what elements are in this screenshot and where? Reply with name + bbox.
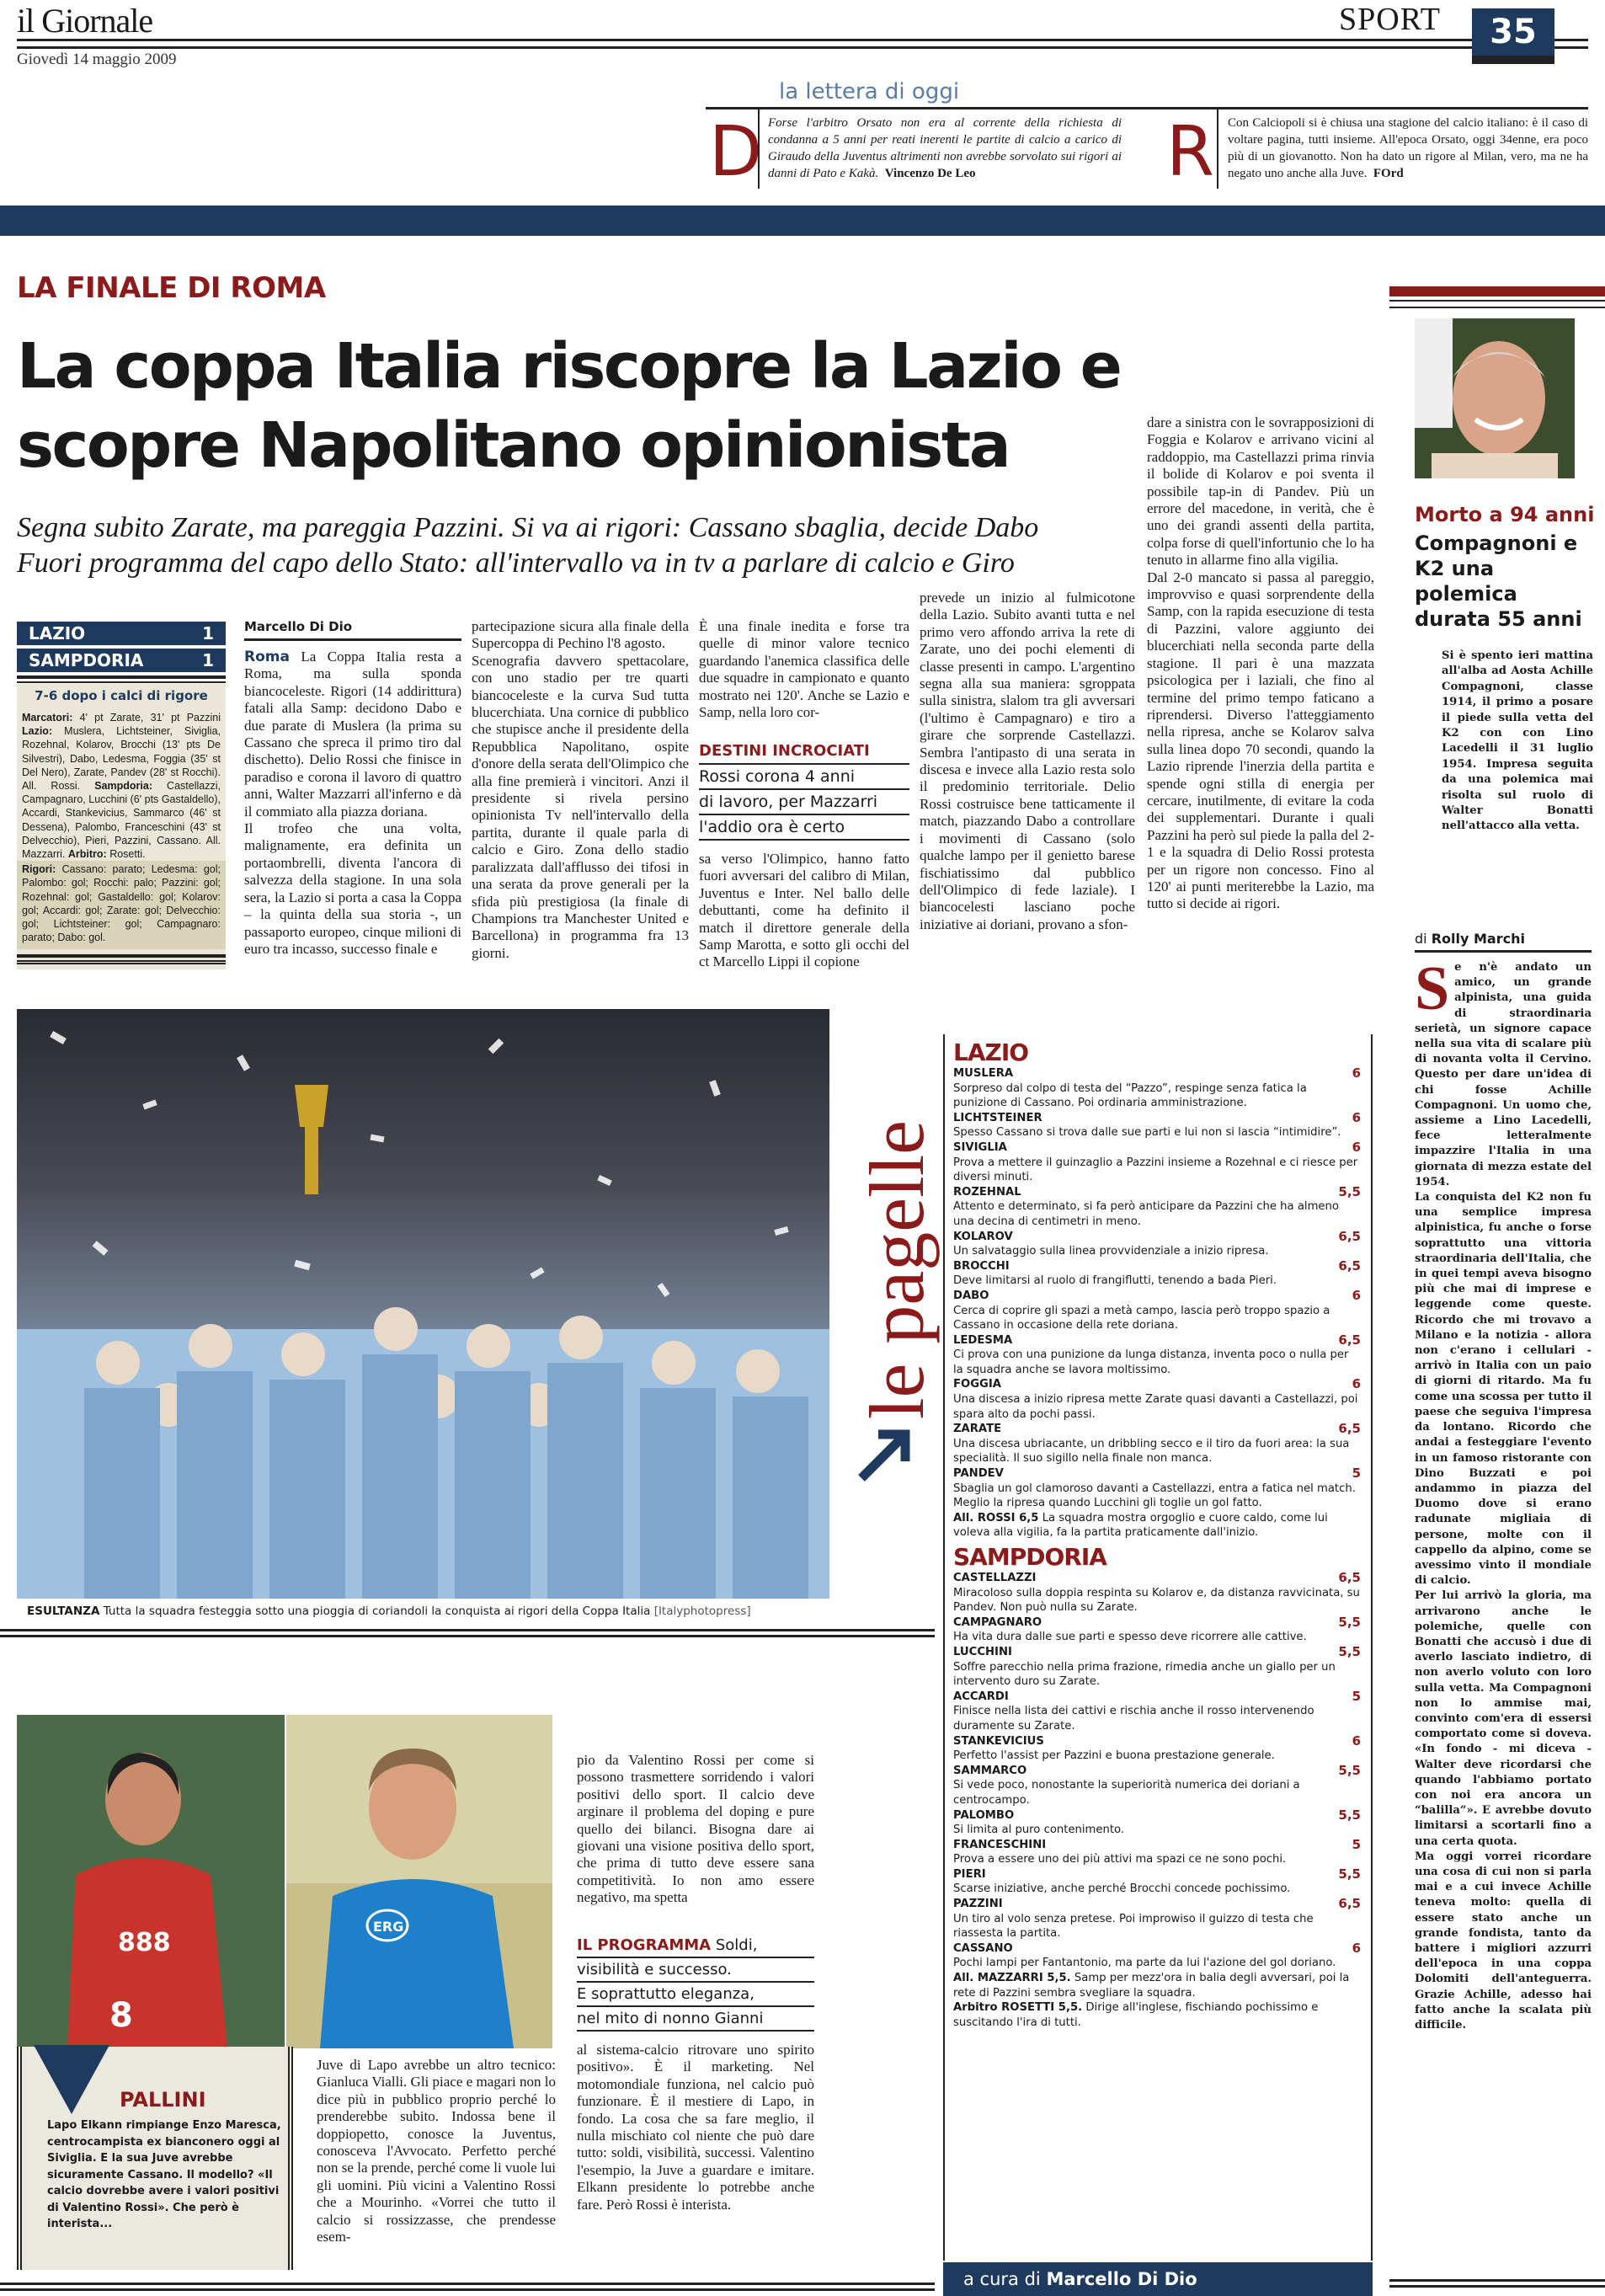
player-header bbox=[953, 1140, 1361, 1156]
player-comment: Un salvataggio sulla linea provvidenziale a inizio ripresa. bbox=[953, 1245, 1269, 1258]
player-rating bbox=[953, 1466, 1361, 1511]
player-comment: Spesso Cassano si trova dalle sue parti e lui non si lascia “intimidire”. bbox=[953, 1126, 1341, 1140]
column-text: La Coppa Italia resta a Roma, ma sulla sponda biancoceleste. Rigori (14 addirittura) fatali alla Samp: decidono Dabo e due parate di Muslera (la prima su Cassano che spreca il primo tiro dal dischetto). Delio Rossi che finisce in paradiso e corona il lavoro di quattro anni, Walter Mazzarri all'inferno e dà il commiato alla piazza doriana. Il trofeo che una volta, malignamente, era definita un portaombrelli, diventa l'ancora di salvezza della stagione. In una sola sera, la Lazio si porta a casa la Coppa – la quinta della sua storia -, un passaporto europeo, cinque milioni di euro tra incasso, successo finale e bbox=[244, 649, 461, 957]
pallini-title: PALLINI bbox=[120, 2088, 206, 2112]
subhead-line-2: Fuori programma del capo dello Stato: all'intervallo va in tv a parlare di calcio e Giro bbox=[17, 547, 1015, 579]
player-header bbox=[953, 1466, 1361, 1482]
coach-rating bbox=[953, 1971, 1361, 2000]
shirt-sponsor: ERG bbox=[373, 1919, 404, 1935]
player-vote: 5,5 bbox=[1338, 1807, 1361, 1823]
player-header bbox=[953, 1808, 1361, 1823]
player-rating bbox=[953, 1230, 1361, 1259]
player-comment: Deve limitarsi al ruolo di frangiflutti, tenendo a bada Pieri. bbox=[953, 1274, 1277, 1288]
article-column-2: partecipazione sicura alla finale della Supercoppa di Pechino l'8 agosto. Scenografia davvero spettacolare, con uno stadio per tre quarti biancoceleste e la curva Sud tutta blucerchiata. Una cornice di pubblico che stupisce anche il presidente della Repubblica Napolitano, ospite d'onore della serata dell'Olimpico che alla fine premierà i vincitori. Anzi il presidente si rivela persino opinionista Tv nell'intervallo della partita, durante il quale parla di calcio e Giro. Zona dello stadio paralizzata dall'afflusso dei tifosi in una serata da prove generali per la sfida più prestigiosa (la finale di Champions tra Manchester United e Barcellona) in programma fra 13 giorni. bbox=[472, 618, 689, 961]
player-name: FOGGIA bbox=[953, 1378, 1001, 1391]
player-name: LICHTSTEINER bbox=[953, 1111, 1042, 1124]
article-subhead bbox=[17, 510, 1145, 581]
samp-lineup: Castellazzi, Campagnaro, Lucchini (6' pts Gastaldello), Accardi, Stankevicius, Sammarco (46' st Dessena), Palombo, Franceschini (43' st Delvecchio), Pieri, Pazzini, Cassano. All. Mazzarri. bbox=[22, 780, 221, 861]
pagelle-label bbox=[846, 1023, 939, 1428]
lapo-column-2: Juve di Lapo avrebbe un altro tecnico: Gianluca Vialli. Gli piace e magari non lo dice più in pubblico proprio perché lo prenderebbe subito. Indossa bene il doppiopetto, conosce la Juventus, conosceva l'Avvocato. Perfetto perché non se la prende, perché come li vuole lui gli uomini. Più vicini a Valentino Rossi che a Mourinho. «Vorrei che tutto il calcio si rossizzasse, che prendesse esem- bbox=[317, 2057, 556, 2245]
ratings-credit bbox=[943, 2262, 1373, 2296]
player-header bbox=[953, 1615, 1361, 1631]
player-vote: 5,5 bbox=[1338, 1762, 1361, 1778]
player-header bbox=[953, 1645, 1361, 1660]
player-vote: 6 bbox=[1352, 1733, 1361, 1749]
player-header bbox=[953, 1066, 1361, 1081]
player-vote: 6,5 bbox=[1338, 1570, 1361, 1585]
player-vote: 6,5 bbox=[1338, 1896, 1361, 1912]
player-name: PALOMBO bbox=[953, 1808, 1015, 1822]
penalty-result: 7-6 dopo i calci di rigore bbox=[35, 688, 208, 703]
player-rating bbox=[953, 1838, 1361, 1867]
player-rating bbox=[953, 1808, 1361, 1838]
destini-kicker: DESTINI INCROCIATI bbox=[699, 741, 909, 765]
sidebar-programma bbox=[577, 1934, 814, 2032]
bottom-rule bbox=[0, 2283, 935, 2291]
programma-text: Soldi, bbox=[715, 1936, 758, 1954]
lineups bbox=[22, 711, 221, 861]
player-vote: 6 bbox=[1352, 1376, 1361, 1392]
player-comment: Cerca di coprire gli spazi a metà campo, lascia però troppo spazio a Cassano in occasione della rete doriana. bbox=[953, 1304, 1330, 1332]
label: Rigori: bbox=[22, 863, 56, 876]
box-rule bbox=[17, 954, 226, 964]
player-comment: Scarse iniziative, anche perché Brocchi concede pochissimo. bbox=[953, 1882, 1291, 1896]
team-title-sampdoria: SAMPDORIA bbox=[953, 1543, 1106, 1571]
player-comment: Finisce nella lista dei cattivi e rischia anche il rosso intervenendo duramente su Zarate. bbox=[953, 1705, 1314, 1733]
player-comment: Ha vita dura dalle sue parti e spesso deve ricorrere alle cattive. bbox=[953, 1631, 1307, 1644]
ratings-box bbox=[943, 1034, 1373, 2261]
player-rating bbox=[953, 1941, 1361, 1971]
section-rule bbox=[0, 1629, 935, 1637]
scoreboard bbox=[17, 622, 226, 686]
destini-line: di lavoro, per Mazzarri bbox=[699, 790, 909, 815]
obituary-band bbox=[1389, 286, 1605, 296]
player-vote: 5,5 bbox=[1338, 1614, 1361, 1630]
coach-label: All. MAZZARRI 5,5. bbox=[953, 1972, 1071, 1985]
player-vote: 6,5 bbox=[1338, 1332, 1361, 1348]
player-rating bbox=[953, 1066, 1361, 1111]
player-comment: Pochi lampi per Fantantonio, ma parte da lui l'azione del gol doriano. bbox=[953, 1957, 1336, 1970]
player-name: FRANCESCHINI bbox=[953, 1838, 1047, 1851]
celebration-photo bbox=[17, 1009, 829, 1599]
player-rating bbox=[953, 1734, 1361, 1764]
section-band bbox=[0, 206, 1605, 236]
by-prefix: di bbox=[1415, 931, 1427, 947]
player-header bbox=[953, 1377, 1361, 1392]
player-vote: 5,5 bbox=[1338, 1866, 1361, 1882]
label: Lazio: bbox=[22, 725, 53, 738]
player-name: SIVIGLIA bbox=[953, 1140, 1007, 1154]
player-vote: 6,5 bbox=[1338, 1257, 1361, 1273]
player-vote: 5,5 bbox=[1338, 1643, 1361, 1659]
portrait-illustration bbox=[1415, 318, 1575, 478]
player-header bbox=[953, 1185, 1361, 1200]
letter-answer-author: FOrd bbox=[1373, 167, 1404, 180]
player-rating bbox=[953, 1377, 1361, 1422]
player-comment: Si vede poco, nonostante la superiorità numerica dei doriani a centrocampo. bbox=[953, 1779, 1300, 1807]
programma-line: nel mito di nonno Gianni bbox=[577, 2007, 814, 2032]
match-report-box bbox=[17, 684, 226, 969]
article-headline: La coppa Italia riscopre la Lazio e scopre Napolitano opinionista bbox=[17, 330, 1121, 482]
referee: Rosetti. bbox=[109, 848, 146, 861]
player-vote: 5 bbox=[1352, 1836, 1361, 1852]
player-comment: Attento e determinato, si fa però anticipare da Pazzini che ha almeno una decina di centimetri in meno. bbox=[953, 1200, 1339, 1228]
player-vote: 6 bbox=[1352, 1940, 1361, 1956]
divider bbox=[1217, 108, 1218, 189]
shirt-sponsor: 888 bbox=[118, 1928, 171, 1957]
player-rating bbox=[953, 1867, 1361, 1897]
player-comment: Prova a mettere il guinzaglio a Pazzini insieme a Rozehnal e ci riesce per diversi minuti. bbox=[953, 1156, 1358, 1184]
player-name: LEDESMA bbox=[953, 1333, 1013, 1347]
obituary-text: e n'è andato un amico, un grande alpinista, una guida di straordinaria serietà, un signore capace nella sua vita di scalare più di novanta volta il Cervino. Questo per dare un'idea di chi fosse Achille Compagnoni. Un uomo che, assieme a Lino Lacedelli, fece letteralmente impazzire l'Italia in una giornata di mezza estate del 1954. La conquista del K2 non fu una semplice impresa alpinistica, fu anche o forse soprattutto una vittoria straordinaria dell'Italia, che in quei tempi aveva bisogno più che mai di imprese e leggende come queste. Ricordo che mi trovavo a Milano e la notizia - allora non c'erano i cellulari - arrivò in Italia con un paio di giorni di ritardo. Ma fu come una scossa per tutto il paese che seguiva l'impresa da lontano. Ricordo che andai a festeggiare l'evento in un famoso ristorante con Dino Buzzati e poi andammo in piazza del Duomo dove si erano radunate migliaia di persone, molte con il cappello da alpino, come se avessimo vinto il mondiale di calcio. Per lui arrivò la gloria, ma arrivarono anche le polemiche, quelle con Bonatti che accusò i due di averlo lasciato indietro, di non averlo voluto con loro sulla vetta. Ma Compagnoni non lo ammise mai, convinto com'era di essersi comportato come si doveva. «In fondo - mi diceva - Walter deve ricordarsi che quando l'abbiamo portato con noi era ancora un “balilla”». E avrebbe dovuto limitarsi a scortarli fino a una certa quota. Ma oggi vorrei ricordare una cosa di cui non si parla mai e a cui invece Achille teneva molto: quella di essere stato anche un grande fondista, tanto da battere i migliori azzurri dell'epoca in una coppa Dolomiti dell'anteguerra. Grazie Achille, adesso hai fatto anche la scalata più difficile. bbox=[1415, 961, 1592, 2032]
player-rating bbox=[953, 1764, 1361, 1808]
label: Sampdoria: bbox=[94, 780, 152, 793]
letter-answer bbox=[1228, 115, 1588, 182]
player-rating bbox=[953, 1422, 1361, 1466]
player-header bbox=[953, 1333, 1361, 1348]
coach-text: La squadra mostra orgoglio e cuore caldo, come lui voleva alla vigilia, fa la partita praticamente dall'inizio. bbox=[953, 1511, 1328, 1540]
team-title-lazio: LAZIO bbox=[953, 1039, 1029, 1066]
ratings-list-lazio bbox=[953, 1066, 1361, 1511]
player-sampdoria-illustration bbox=[286, 1715, 552, 2048]
referee-rating bbox=[953, 2000, 1361, 2030]
destini-line: Rossi corona 4 anni bbox=[699, 765, 909, 790]
player-vote: 5 bbox=[1352, 1688, 1361, 1704]
player-comment: Sorpreso dal colpo di testa del “Pazzo”, respinge senza fatica la punizione di Cassano. Poi ordinaria amministrazione. bbox=[953, 1081, 1307, 1110]
player-comment: Ci prova con una punizione da lunga distanza, inventa poco o nulla per la squadra anche se lavora moltissimo. bbox=[953, 1348, 1349, 1376]
player-header bbox=[953, 1897, 1361, 1912]
author-name: Rolly Marchi bbox=[1431, 931, 1525, 947]
player-name: STANKEVICIUS bbox=[953, 1734, 1044, 1748]
player-comment: Prova a essere uno dei più attivi ma spazi ce ne sono pochi. bbox=[953, 1853, 1287, 1866]
player-header bbox=[953, 1941, 1361, 1957]
player-vote: 6,5 bbox=[1338, 1228, 1361, 1244]
caption-label: ESULTANZA bbox=[27, 1605, 100, 1618]
article-column-5: dare a sinistra con le sovrapposizioni di Foggia e Kolarov e arrivano vicini al raddoppio, ma Castellazzi prima rinvia il bolide di Kolarov e poi sventa il possibile tap-in di Pandev. Più un errore del macedone, in verità, che è uno dei grandi assenti della partita, colpa forse di quell'infortunio che lo ha tenuto in allarme fino alla vigilia. Dal 2-0 mancato si passa al pareggio, improvviso e quasi sorprendente della Samp, con la rapida esecuzione di testa di Pazzini, valore aggiunto dei blucerchiati nella seconda parte della stagione. Il pari è una mazzata psicologica per i laziali, che fino al termine del primo tempo faticano a riprendersi. Diverso l'atteggiamento nella ripresa, anche se Kolarov salva sulla linea dopo 70 secondi, quando la Lazio riprende l'inerzia della partita e spende ogni stilla di energia per cercare, inutilmente, di evitare la coda dei supplementari. Durante i quali Pazzini ha però sul piede la palla del 2-1 e la squadra di Delio Rossi protesta per un rigore non concesso. Fino al 120' ai punti meriterebbe la Lazio, ma tutto si decide ai rigori. bbox=[1147, 414, 1374, 912]
team-score: 1 bbox=[202, 623, 214, 643]
triangle-marker bbox=[34, 2045, 109, 2114]
obituary-lead: Si è spento ieri mattina all'alba ad Aosta Achille Compagnoni, classe 1914, il primo a posare il piede sulla vetta del K2 con con Lino Lacedelli il 31 luglio 1954. Impresa seguita da una polemica mai risolta sul ruolo di Walter Bonatti nell'attacco alla vetta. bbox=[1442, 649, 1593, 833]
player-name: ZARATE bbox=[953, 1423, 1002, 1436]
label: Arbitro: bbox=[67, 848, 107, 861]
player-vote: 6 bbox=[1352, 1065, 1361, 1081]
letter-rule bbox=[706, 107, 1588, 109]
caption-text: Tutta la squadra festeggia sotto una pioggia di coriandoli la conquista ai rigori della Coppa Italia bbox=[103, 1605, 651, 1618]
letter-question-text: Forse l'arbitro Orsato non era al corrente della richiesta di condanna a 5 anni per reati inerenti le partite di calcio a carico di Giraudo della Juventus altrimenti non avrebbe sorvolato sui rigori ai danni di Pato e Kakà. bbox=[768, 116, 1122, 180]
obituary-byline bbox=[1415, 930, 1592, 953]
player-header bbox=[953, 1289, 1361, 1304]
header-rule bbox=[17, 39, 1588, 49]
obituary-rule bbox=[1389, 300, 1605, 308]
player-comment: Si limita al puro contenimento. bbox=[953, 1823, 1125, 1837]
player-header bbox=[953, 1422, 1361, 1437]
player-name: SAMMARCO bbox=[953, 1764, 1027, 1777]
player-rating bbox=[953, 1897, 1361, 1941]
penalty-list: Cassano: parato; Ledesma: gol; Palombo: gol; Rocchi: palo; Pazzini: gol; Rozehnal: gol; Gastaldello: gol; Kolarov: gol; Accardi: gol; Zarate: gol; Delvecchio: gol; Lichtsteiner: gol; Campagnaro: parato; Dabo: gol. bbox=[22, 863, 221, 944]
label: Marcatori: bbox=[22, 712, 73, 724]
article-column-1 bbox=[244, 649, 461, 1002]
player-comment: Perfetto l'assist per Pazzini e buona prestazione generale. bbox=[953, 1749, 1275, 1763]
celebration-photo-illustration bbox=[17, 1009, 829, 1599]
divider bbox=[758, 108, 760, 189]
player-comment: Sbaglia un gol clamoroso davanti a Castellazzi, entra a fatica nel match. Meglio la ripresa quando Lucchini gli toglie un gol fatto. bbox=[953, 1482, 1356, 1510]
scorers: 4' pt Zarate, 31' pt Pazzini bbox=[79, 712, 221, 724]
coach-text: Samp per mezz'ora in balia degli avversari, poi la rete di Pazzini sembra svegliare la squadra. bbox=[953, 1972, 1350, 2000]
coach-rating bbox=[953, 1511, 1361, 1540]
letter-question bbox=[768, 115, 1122, 182]
credit-author: Marcello Di Dio bbox=[1046, 2269, 1197, 2289]
shirt-number: 8 bbox=[109, 1996, 133, 2035]
referee-text: Dirige all'inglese, fischiando pochissimo e suscitando l'ira di tutti. bbox=[953, 2001, 1319, 2029]
player-rating bbox=[953, 1615, 1361, 1645]
player-vote: 6 bbox=[1352, 1109, 1361, 1125]
letter-question-author: Vincenzo De Leo bbox=[884, 167, 976, 180]
player-rating bbox=[953, 1571, 1361, 1615]
compagnoni-photo bbox=[1415, 318, 1575, 478]
player-header bbox=[953, 1764, 1361, 1779]
player-header bbox=[953, 1111, 1361, 1126]
programma-line bbox=[577, 1934, 814, 1958]
player-rating bbox=[953, 1259, 1361, 1289]
player-name: ACCARDI bbox=[953, 1690, 1009, 1703]
letter-title: la lettera di oggi bbox=[779, 79, 960, 104]
player-rating bbox=[953, 1333, 1361, 1378]
player-name: CAMPAGNARO bbox=[953, 1615, 1042, 1629]
photo-credit: [Italyphotopress] bbox=[653, 1605, 751, 1618]
credit-prefix: a cura di bbox=[963, 2269, 1041, 2289]
player-rating bbox=[953, 1690, 1361, 1734]
player-vote: 5,5 bbox=[1338, 1183, 1361, 1199]
byline: Marcello Di Dio bbox=[244, 618, 461, 641]
player-comment: Soffre parecchio nella prima frazione, rimedia anche un giallo per un intervento duro su Zarate. bbox=[953, 1660, 1336, 1689]
letter-answer-text: Con Calciopoli si è chiusa una stagione del calcio italiano: è il caso di voltare pagina, tutti insieme. All'epoca Orsato, oggi 34enne, era poco più di un giovanotto. Non ha dato un rigore al Milan, vero, ma ne ha negato uno anche alla Juve. bbox=[1228, 116, 1588, 180]
pagelle-title: le pagelle bbox=[854, 1119, 940, 1419]
lapo-column-3b: al sistema-calcio ritrovare uno spirito positivo». È il marketing. Nel motomondiale funziona, nel calcio può funzionare. È il mestiere di Lapo, in fondo. La cosa che sa fare meglio, il nulla mischiato col niente che può dare tutto: soldi, visibilità, successi. Valentino l'esempio, la Juve a guardare e imitare. Elkann presidente lo potrebbe anche fare. Però Rossi è interista. bbox=[577, 2042, 814, 2213]
player-vote: 6 bbox=[1352, 1287, 1361, 1303]
subhead-line-1: Segna subito Zarate, ma pareggia Pazzini. Si va ai rigori: Cassano sbaglia, decide Dabo bbox=[17, 512, 1039, 543]
player-name: KOLAROV bbox=[953, 1230, 1013, 1243]
arrow-icon bbox=[853, 1419, 920, 1487]
player-vote: 6 bbox=[1352, 1139, 1361, 1155]
obituary-kicker: Morto a 94 anni bbox=[1415, 503, 1595, 526]
score-row-lazio bbox=[17, 622, 226, 645]
player-rating bbox=[953, 1185, 1361, 1230]
player-name: DABO bbox=[953, 1289, 989, 1302]
player-header bbox=[953, 1734, 1361, 1749]
player-name: MUSLERA bbox=[953, 1067, 1014, 1080]
penalties bbox=[17, 861, 226, 949]
letter-question-initial: D bbox=[709, 112, 763, 192]
pallini-text: Lapo Elkann rimpiange Enzo Maresca, centrocampista ex bianconero oggi al Siviglia. E la sua Juve avrebbe sicuramente Cassano. Il modello? «Il calcio dovrebbe avere i valori positivi di Valentino Rossi». Che però è interista... bbox=[47, 2119, 281, 2230]
team-score: 1 bbox=[202, 650, 214, 670]
destini-line: l'addio ora è certo bbox=[699, 815, 909, 841]
cassano-photo bbox=[286, 1715, 552, 2048]
maresca-photo bbox=[17, 1715, 285, 2048]
player-comment: Miracoloso sulla doppia respinta su Kolarov e, da distanza ravvicinata, su Pandev. Non può nulla su Zarate. bbox=[953, 1586, 1360, 1615]
lazio-lineup: Muslera, Lichtsteiner, Siviglia, Rozehnal, Kolarov, Brocchi (13' pts De Silvestri), Dabo, Ledesma, Foggia (35' st Del Nero), Zarate, Pandev (28' st Rocchi). All. Rossi. bbox=[22, 725, 221, 793]
player-header bbox=[953, 1838, 1361, 1853]
team-name: SAMPDORIA bbox=[29, 650, 144, 670]
bottom-rule bbox=[1389, 2279, 1605, 2288]
player-name: CASTELLAZZI bbox=[953, 1572, 1037, 1584]
player-rating bbox=[953, 1140, 1361, 1185]
section-label: SPORT bbox=[1339, 2, 1441, 37]
article-column-4: prevede un inizio al fulmicotone della Lazio. Subito avanti tutta e nel primo vero affondo arriva la rete di Zarate, uno dei pochi elementi di classe presenti in campo. L'argentino segna alla sua maniera: sgroppata sulla sinistra, slalom tra gli avversari (l'ultimo è Campagnaro) e tiro a girare che sorprende Castellazzi. Sembra l'antipasto di una serata in discesa e invece alla Lazio resta solo il predominio territoriale. Delio Rossi costruisce bene tatticamente il match, piazzando Dabo a controllare i movimenti di Cassano (solo qualche lampo per il genietto barese fischiatissimo dal pubblico dell'Olimpico di fede laziale). I biancocelesti lasciano poche iniziative ai doriani, provano a sfon- bbox=[920, 590, 1135, 932]
player-rating bbox=[953, 1111, 1361, 1140]
player-name: LUCCHINI bbox=[953, 1645, 1012, 1658]
programma-line: E soprattutto eleganza, bbox=[577, 1983, 814, 2007]
page-number: 35 bbox=[1472, 8, 1554, 64]
article-column-3b: sa verso l'Olimpico, hanno fatto fuori avversari del calibro di Milan, Juventus e Inter. Nel ballo delle debuttanti, come ha definito il match il direttore generale della Samp Marotta, e sotto gli occhi del ct Marcello Lippi il copione bbox=[699, 851, 909, 970]
programma-line: visibilità e successo. bbox=[577, 1958, 814, 1983]
player-name: PIERI bbox=[953, 1867, 986, 1881]
player-header bbox=[953, 1230, 1361, 1245]
obituary-body bbox=[1415, 960, 1592, 2274]
issue-date: Giovedì 14 maggio 2009 bbox=[17, 51, 177, 68]
player-name: PAZZINI bbox=[953, 1898, 1003, 1911]
player-comment: Una discesa ubriacante, un dribbling secco e il tiro da fuori area: la sua specialità. Il suo sigillo nella finale non manca. bbox=[953, 1437, 1350, 1466]
article-column-3a: È una finale inedita e forse tra quelle di minor valore tecnico guardando l'anemica classifica delle due squadre in campionato e quanto mostrato nei 120'. Anche se Lazio e Samp, nella loro cor- bbox=[699, 618, 909, 721]
photo-caption bbox=[17, 1600, 829, 1622]
sidebar-destini bbox=[699, 741, 909, 841]
programma-kicker: IL PROGRAMMA bbox=[577, 1936, 712, 1954]
player-header bbox=[953, 1690, 1361, 1705]
player-name: ROZEHNAL bbox=[953, 1185, 1021, 1199]
score-row-sampdoria bbox=[17, 649, 226, 672]
lapo-column-3a: pio da Valentino Rossi per come si possono trasmettere sorridendo i valori positivi dello sport. Il calcio deve arginare il problema del doping e pure quello dei bilanci. Bisogna dare ai giovani una visione positiva dello sport, che prima di tutto deve essere sana competitività. Io non amo essere negativo, ma spetta bbox=[577, 1752, 814, 1906]
player-name: CASSANO bbox=[953, 1941, 1013, 1955]
player-header bbox=[953, 1259, 1361, 1274]
coach-label: All. ROSSI 6,5 bbox=[953, 1511, 1039, 1524]
player-name: PANDEV bbox=[953, 1467, 1004, 1481]
letter-answer-initial: R bbox=[1166, 112, 1214, 192]
masthead-logo: il Giornale bbox=[17, 2, 153, 40]
player-comment: Un tiro al volo senza pretese. Poi improwiso il guizzo di testa che riassesta la partita. bbox=[953, 1912, 1314, 1941]
player-header bbox=[953, 1571, 1361, 1586]
ratings-list-sampdoria bbox=[953, 1571, 1361, 1971]
player-rating bbox=[953, 1645, 1361, 1690]
player-comment: Una discesa a inizio ripresa mette Zarate quasi davanti a Castellazzi, poi spara alto da pochi passi. bbox=[953, 1393, 1358, 1421]
player-rating bbox=[953, 1289, 1361, 1333]
drop-cap: S bbox=[1415, 960, 1450, 1023]
referee-label: Arbitro ROSETTI 5,5. bbox=[953, 2001, 1083, 2015]
player-header bbox=[953, 1867, 1361, 1882]
player-vote: 6,5 bbox=[1338, 1421, 1361, 1437]
player-vote: 5 bbox=[1352, 1466, 1361, 1482]
obituary-title: Compagnoni e K2 una polemica durata 55 anni bbox=[1415, 531, 1582, 631]
team-name: LAZIO bbox=[29, 623, 86, 643]
dateline: Roma bbox=[244, 649, 290, 665]
article-kicker: LA FINALE DI ROMA bbox=[17, 271, 326, 305]
player-name: BROCCHI bbox=[953, 1259, 1010, 1273]
player-sevilla-illustration bbox=[17, 1715, 285, 2048]
